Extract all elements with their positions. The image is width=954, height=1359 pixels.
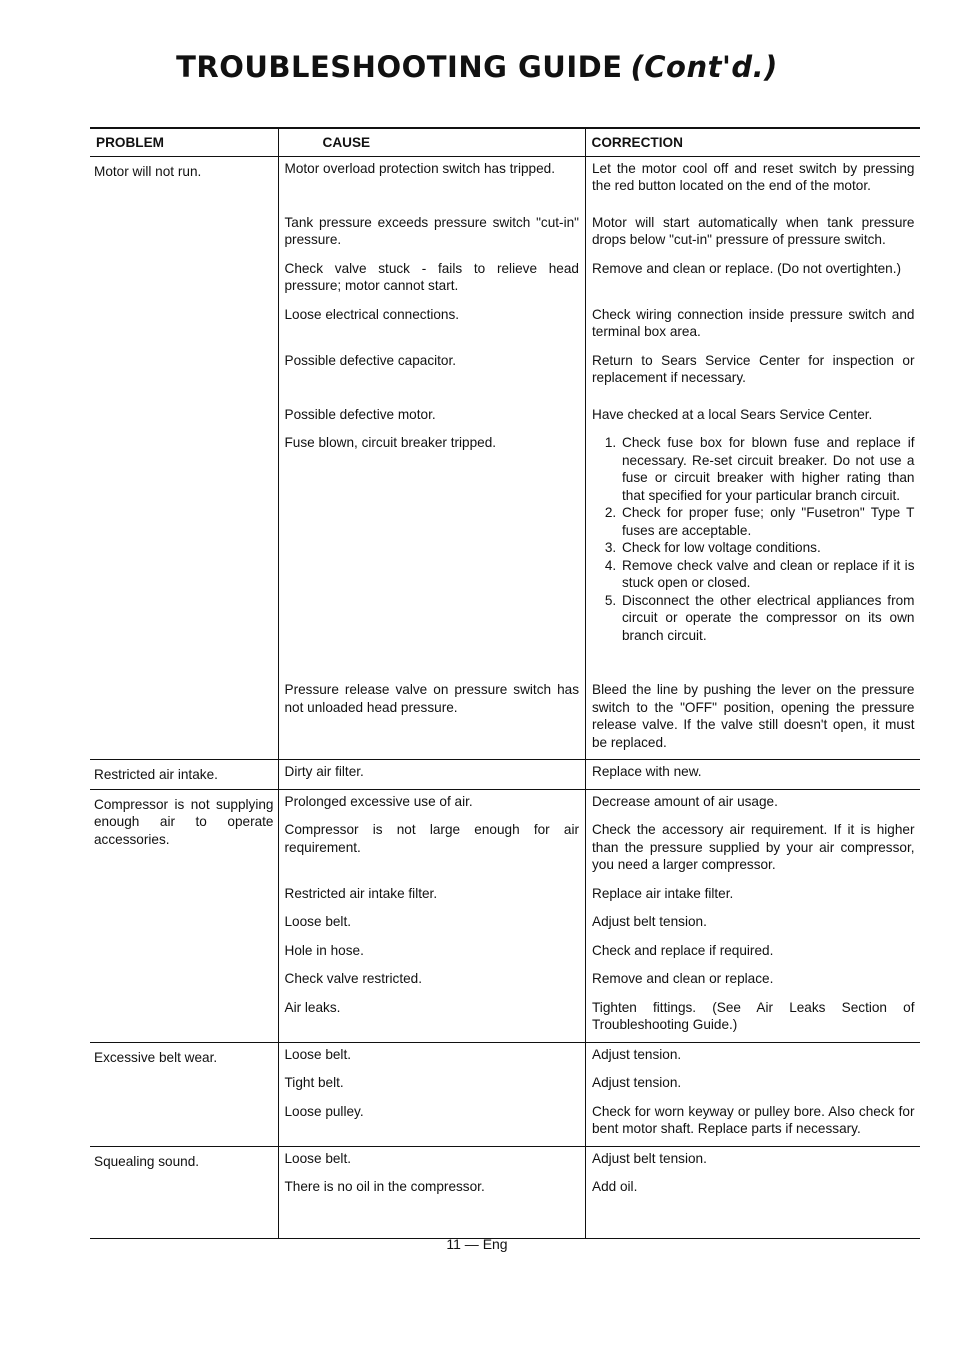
problem-text: Restricted air intake. (94, 767, 218, 782)
cause-cell (278, 760, 920, 790)
cause-text: Loose electrical connections. (284, 306, 460, 322)
cause-text: Tank pressure exceeds pressure switch "cut-in" pressure. (284, 214, 579, 247)
cause-row (279, 996, 921, 1042)
table-row (90, 1042, 920, 1146)
cause-row (279, 1043, 921, 1072)
cause-row (279, 431, 921, 678)
cause-row (279, 1100, 921, 1146)
correction-list-item: 5. Disconnect the other electrical appliances from circuit or operate the compressor on its own branch circuit. (620, 592, 915, 645)
table-body (90, 156, 920, 1238)
cause-text: Loose belt. (284, 1150, 352, 1166)
cause-row (279, 211, 921, 257)
cause-row (279, 157, 921, 211)
cause-correction-grid (279, 1043, 921, 1146)
cause-cell (278, 156, 920, 760)
correction-text: Remove and clean or replace. (Do not overtighten.) (592, 260, 902, 276)
correction-text: Decrease amount of air usage. (592, 793, 778, 809)
cause-correction-grid (279, 1147, 921, 1238)
cause-row (279, 257, 921, 303)
table-row (90, 156, 920, 760)
cause-text: Restricted air intake filter. (284, 885, 438, 901)
cause-text: Compressor is not large enough for air requirement. (284, 822, 579, 855)
correction-text: Replace air intake filter. (592, 885, 734, 901)
correction-text: Adjust tension. (592, 1075, 682, 1090)
cause-text: Hole in hose. (284, 942, 364, 958)
problem-cell (90, 156, 278, 760)
cause-text: Prolonged excessive use of air. (284, 793, 473, 809)
cause-row (279, 882, 921, 911)
cause-text: Tight belt. (284, 1075, 344, 1090)
correction-text: Add oil. (592, 1179, 638, 1194)
cause-row (279, 1147, 921, 1176)
correction-text: Remove and clean or replace. (592, 971, 774, 986)
cause-row (279, 1071, 921, 1100)
correction-text: Adjust tension. (592, 1046, 682, 1062)
problem-cell (90, 1146, 278, 1238)
cause-row (279, 760, 921, 789)
table-row (90, 760, 920, 790)
correction-text: Motor will start automatically when tank pressure drops below "cut-in" pressure of pressure switch. (592, 214, 915, 247)
cause-text: Fuse blown, circuit breaker tripped. (284, 435, 497, 450)
title-contd: (Cont'd.) (630, 50, 778, 84)
correction-text: Let the motor cool off and reset switch by pressing the red button located on the end of the motor. (592, 160, 915, 193)
cause-cell (278, 1146, 920, 1238)
cause-cell (278, 789, 920, 1042)
correction-list-item: 3. Check for low voltage conditions. (620, 539, 915, 557)
correction-text: Replace with new. (592, 764, 702, 779)
cause-text: Check valve restricted. (284, 971, 422, 986)
cause-correction-grid (279, 760, 921, 789)
cause-text: Loose belt. (284, 914, 352, 929)
cause-text: Dirty air filter. (284, 764, 364, 779)
correction-list-item: 4. Remove check valve and clean or replace if it is stuck open or closed. (620, 557, 915, 592)
correction-text: Check for worn keyway or pulley bore. Also check for bent motor shaft. Replace parts if necessary. (592, 1103, 915, 1136)
problem-text: Squealing sound. (94, 1153, 200, 1169)
problem-text: Compressor is not supplying enough air to operate accessories. (94, 796, 274, 847)
correction-text: Return to Sears Service Center for inspection or replacement if necessary. (592, 352, 915, 385)
correction-list (586, 434, 921, 644)
cause-text: Pressure release valve on pressure switch has not unloaded head pressure. (284, 682, 579, 715)
cause-text: Check valve stuck - fails to relieve head pressure; motor cannot start. (284, 260, 579, 293)
cause-row (279, 678, 921, 759)
cause-text: Loose belt. (284, 1046, 352, 1062)
page-number: 11 — Eng (446, 1236, 508, 1252)
page-title (0, 50, 954, 84)
cause-row (279, 967, 921, 996)
header-correction: CORRECTION (585, 128, 920, 156)
cause-text: Motor overload protection switch has tripped. (284, 160, 556, 176)
header-problem: PROBLEM (96, 135, 164, 150)
cause-row (279, 818, 921, 882)
header-cause: CAUSE (278, 128, 585, 156)
correction-text: Check wiring connection inside pressure switch and terminal box area. (592, 306, 915, 339)
cause-row (279, 1175, 921, 1204)
correction-text: Have checked at a local Sears Service Center. (592, 406, 873, 422)
correction-text: Check the accessory air requirement. If it is higher than the pressure supplied by your air compressor, you need a larger compressor. (592, 822, 915, 872)
cause-text: Air leaks. (284, 999, 341, 1015)
correction-list-item: 1. Check fuse box for blown fuse and replace if necessary. Re-set circuit breaker. Do not use a fuse or circuit breaker with higher rating than that specified for your particular branch circuit. (620, 434, 915, 504)
correction-text: Adjust belt tension. (592, 914, 707, 929)
cause-row (279, 303, 921, 349)
problem-text: Excessive belt wear. (94, 1049, 218, 1065)
cause-text: Possible defective motor. (284, 406, 436, 422)
correction-text: Bleed the line by pushing the lever on the pressure switch to the "OFF" position, opening the pressure release valve. If the valve still doesn't open, it must be replaced. (592, 682, 915, 750)
table-row (90, 789, 920, 1042)
title-main: TROUBLESHOOTING GUIDE (176, 50, 623, 84)
correction-text: Adjust belt tension. (592, 1150, 707, 1166)
cause-correction-grid (279, 790, 921, 1042)
cause-text: Loose pulley. (284, 1103, 364, 1119)
cause-row (279, 790, 921, 819)
cause-row (279, 403, 921, 432)
cause-text: Possible defective capacitor. (284, 352, 457, 368)
cause-row (279, 910, 921, 939)
problem-cell (90, 760, 278, 790)
cause-row (279, 939, 921, 968)
cause-text: There is no oil in the compressor. (284, 1179, 485, 1194)
problem-text: Motor will not run. (94, 163, 202, 179)
cause-cell (278, 1042, 920, 1146)
cause-row (279, 349, 921, 403)
problem-cell (90, 1042, 278, 1146)
cause-correction-grid (279, 157, 921, 760)
correction-text: Tighten fittings. (See Air Leaks Section of Troubleshooting Guide.) (592, 999, 915, 1032)
table-row (90, 1146, 920, 1238)
correction-text: Check and replace if required. (592, 942, 774, 958)
correction-list-item: 2. Check for proper fuse; only "Fusetron" Type T fuses are acceptable. (620, 504, 915, 539)
troubleshooting-table (90, 127, 920, 1239)
table-header-row (90, 128, 920, 156)
problem-cell (90, 789, 278, 1042)
